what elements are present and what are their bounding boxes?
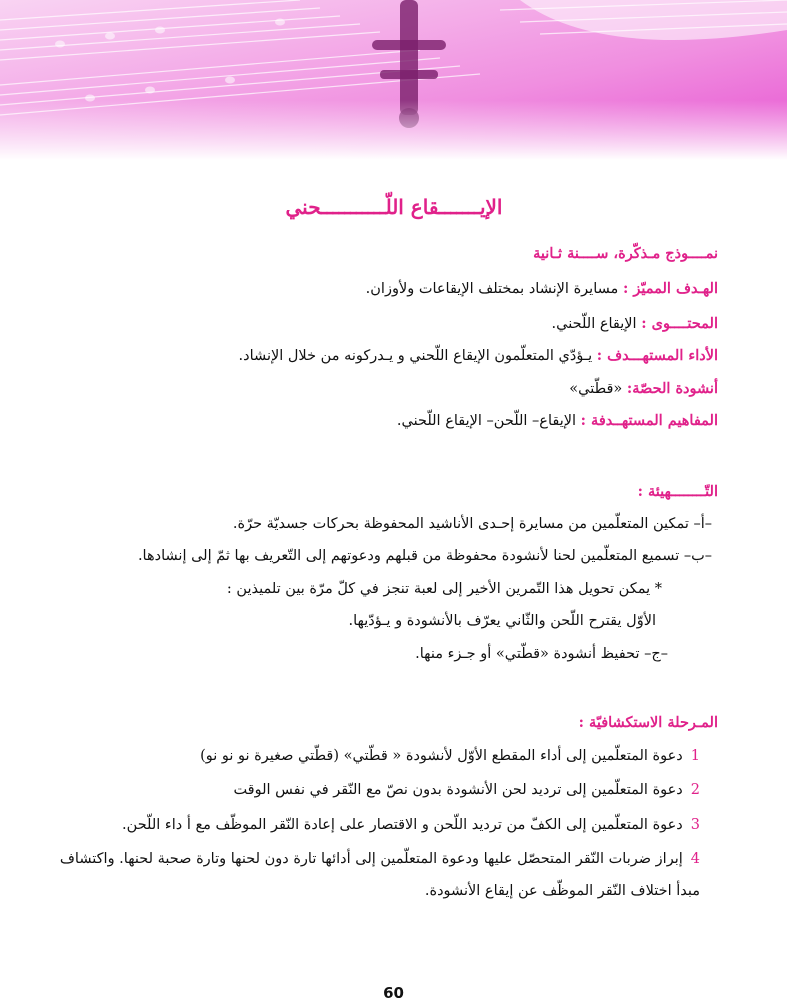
goal-line (70, 278, 718, 300)
page-number: 60 (383, 984, 404, 1002)
document-page (59, 0, 718, 1000)
explore-item (52, 848, 700, 870)
explore-heading: المـرحلة الاستكشافيّة : (578, 714, 718, 731)
model-heading: نمــــوذج مـذكّرة، ســــنة ثـانية (533, 245, 718, 262)
concepts-line (70, 410, 718, 432)
explore-item-number: 4 (690, 851, 700, 867)
explore-item (52, 745, 700, 767)
warmup-line: –أ– تمكين المتعلّمين من مسايرة إحـدى الأناشيد المحفوظة بحركات جسديّة حرّة. (232, 516, 712, 532)
explore-item (52, 814, 700, 836)
goal-text: مسايرة الإنشاد بمختلف الإيقاعات ولأوزان. (365, 281, 623, 297)
explore-item-number: 3 (690, 817, 700, 833)
concepts-label: المفاهيم المستهــدفة : (580, 412, 718, 429)
song-label: أنشودة الحصّة: (626, 380, 718, 397)
explore-item-text: إبراز ضربات النّقر المتحصّل عليها ودعوة المتعلّمين إلى أدائها تارة دون لحنها وتارة صحبة لحنها. واكتشاف (59, 851, 683, 867)
warmup-line: * يمكن تحويل هذا التّمرين الأخير إلى لعبة تنجز في كلّ مرّة بين تلميذين : (226, 581, 662, 597)
warmup-line: –ج– تحفيظ أنشودة «قطّتي» أو جـزء منها. (415, 646, 668, 662)
explore-item-text: دعوة المتعلّمين إلى الكفّ من ترديد اللّحن و الاقتصار على إعادة النّقر الموظّف مع أ داء اللّحن. (122, 817, 683, 833)
warmup-line: –ب– تسميع المتعلّمين لحنا لأنشودة محفوظة من قبلهم ودعوتهم إلى التّعريف بها ثمّ إلى إنشادها. (137, 548, 712, 564)
content-label: المحتــــوى : (641, 315, 718, 332)
warmup-heading: التّــــــــهيئة : (637, 483, 718, 500)
performance-line (70, 345, 718, 367)
explore-item-number: 2 (690, 782, 700, 798)
warmup-line: الأوّل يقترح اللّحن والثّاني يعرّف بالأنشودة و يـؤدّيها. (348, 613, 656, 629)
explore-item-number: 1 (690, 748, 700, 764)
song-line (70, 378, 718, 400)
explore-item-text: دعوة المتعلّمين إلى ترديد لحن الأنشودة بدون نصّ مع النّقر في نفس الوقت (233, 782, 683, 798)
content-text: الإيقاع اللّحني. (551, 316, 642, 332)
explore-continuation: مبدأ اختلاف النّقر الموظّف عن إيقاع الأنشودة. (424, 883, 700, 899)
performance-label: الأداء المستهـــدف : (596, 347, 718, 364)
explore-item (52, 779, 700, 801)
explore-item-text: دعوة المتعلّمين إلى أداء المقطع الأوّل لأنشودة « قطّتي» (قطّتي صغيرة نو نو نو) (200, 748, 683, 764)
performance-text: يـؤدّي المتعلّمون الإيقاع اللّحني و يـدركونه من خلال الإنشاد. (238, 348, 597, 364)
page-title: الإيـــــــقاع اللّـــــــــــحني (285, 195, 503, 219)
concepts-text: الإيقاع– اللّحن– الإيقاع اللّحني. (396, 413, 581, 429)
song-text: «قطّتي» (569, 381, 627, 397)
content-line (70, 313, 718, 335)
goal-label: الهـدف المميّز : (622, 280, 718, 297)
